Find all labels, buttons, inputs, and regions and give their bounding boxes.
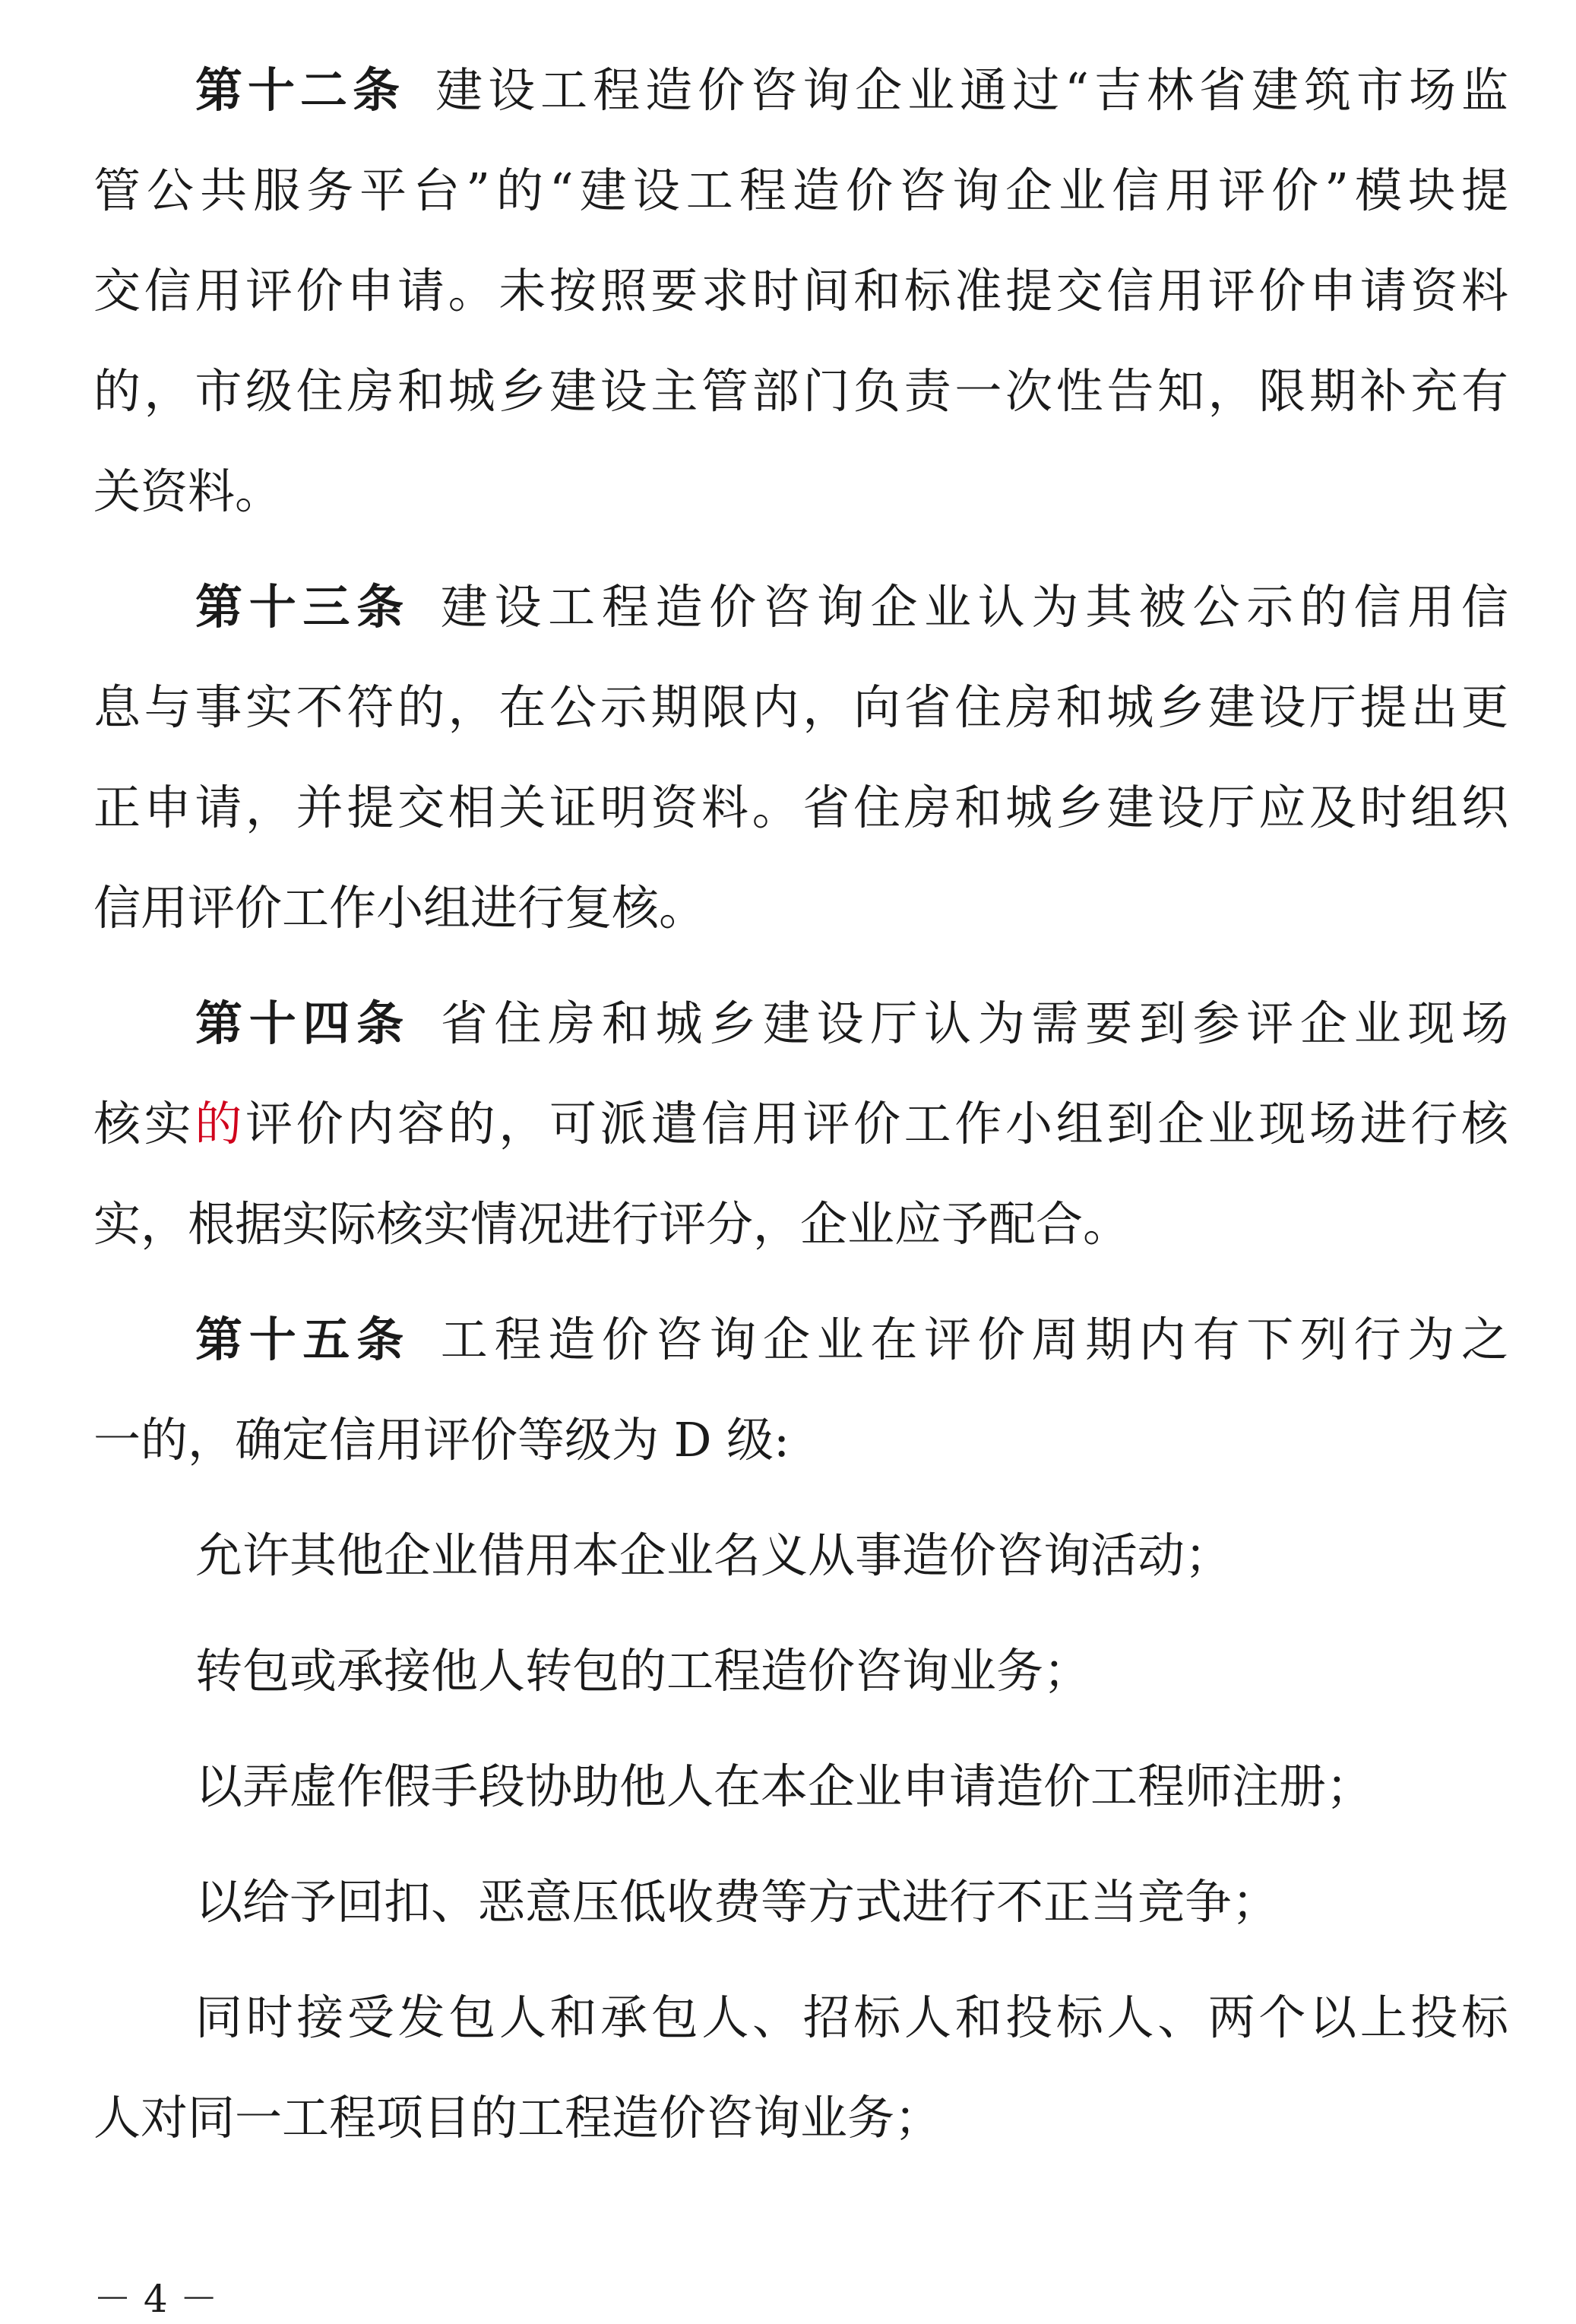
article-heading: 第十五条 — [195, 1312, 410, 1367]
text-line — [93, 2068, 1508, 2168]
text-line — [93, 758, 1508, 858]
text-line — [93, 341, 1508, 442]
list-item — [93, 1506, 1508, 1606]
text-line — [93, 1290, 1508, 1390]
line-text: 人对同一工程项目的工程造价咨询业务； — [93, 2090, 942, 2145]
text-line — [93, 40, 1508, 141]
article-heading: 第十四条 — [195, 996, 410, 1051]
line-text: 转包或承接他人转包的工程造价咨询业务； — [195, 1643, 1091, 1699]
line-text: 省住房和城乡建设厅认为需要到参评企业现场 — [440, 996, 1508, 1051]
line-text: 实，根据实际核实情况进行评分，企业应予配合。 — [93, 1196, 1131, 1252]
line-text: 评价内容的，可派遣信用评价工作小组到企业现场进行核 — [245, 1096, 1508, 1151]
text-line — [93, 241, 1508, 341]
article-heading: 第十二条 — [195, 62, 406, 118]
text-line — [93, 974, 1508, 1074]
text-line — [93, 1074, 1508, 1174]
line-text: 建设工程造价咨询企业通过“吉林省建筑市场监 — [435, 62, 1508, 118]
line-text: 一的，确定信用评价等级为 D 级: — [93, 1412, 790, 1468]
text-line — [93, 442, 1508, 542]
list-item — [93, 1968, 1508, 2168]
text-line — [93, 1174, 1508, 1274]
line-text: 的，市级住房和城乡建设主管部门负责一次性告知，限期补充有 — [93, 363, 1508, 419]
line-text: 交信用评价申请。未按照要求时间和标准提交信用评价申请资料 — [93, 263, 1508, 318]
article-paragraph — [93, 974, 1508, 1274]
text-line — [93, 1968, 1508, 2068]
text-line — [93, 141, 1508, 241]
line-text: 以弄虚作假手段协助他人在本企业申请造价工程师注册； — [195, 1759, 1374, 1814]
line-text: 正申请，并提交相关证明资料。省住房和城乡建设厅应及时组织 — [93, 780, 1508, 835]
text-line — [93, 1621, 1508, 1721]
line-text: 核实 — [93, 1096, 195, 1151]
line-text: 建设工程造价咨询企业认为其被公示的信用信 — [440, 579, 1508, 635]
line-text: 工程造价咨询企业在评价周期内有下列行为之 — [440, 1312, 1508, 1367]
highlighted-text: 的 — [195, 1096, 246, 1151]
article-paragraph — [93, 557, 1508, 958]
line-text: 信用评价工作小组进行复核。 — [93, 880, 707, 936]
text-line — [93, 858, 1508, 958]
text-line — [93, 1737, 1508, 1837]
line-text: 息与事实不符的，在公示期限内，向省住房和城乡建设厅提出更 — [93, 679, 1508, 735]
article-heading: 第十三条 — [195, 579, 410, 635]
line-text: 管公共服务平台”的“建设工程造价咨询企业信用评价”模块提 — [93, 163, 1508, 218]
text-line — [93, 1852, 1508, 1952]
page-number: － 4 － — [93, 2277, 218, 2321]
article-paragraph — [93, 40, 1508, 542]
article-paragraph — [93, 1290, 1508, 1490]
line-text: 关资料。 — [93, 464, 283, 519]
list-item — [93, 1621, 1508, 1721]
line-text: 同时接受发包人和承包人、招标人和投标人、两个以上投标 — [195, 1990, 1508, 2045]
text-line — [93, 1506, 1508, 1606]
line-text: 以给予回扣、恶意压低收费等方式进行不正当竞争； — [195, 1874, 1280, 1930]
list-item — [93, 1852, 1508, 1952]
document-body — [93, 40, 1508, 2168]
text-line — [93, 557, 1508, 657]
text-line — [93, 657, 1508, 758]
line-text: 允许其他企业借用本企业名义从事造价咨询活动； — [195, 1528, 1233, 1583]
list-item — [93, 1737, 1508, 1837]
text-line — [93, 1390, 1508, 1490]
